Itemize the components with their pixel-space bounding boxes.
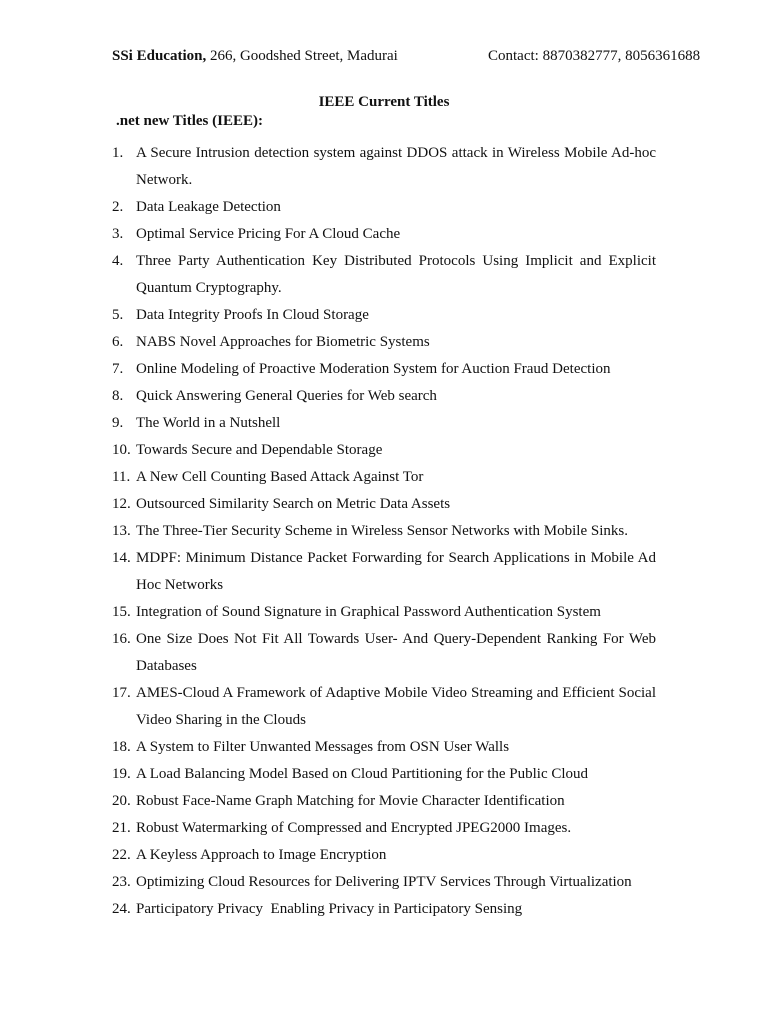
list-item-number: 12. xyxy=(112,496,131,512)
list-item xyxy=(112,491,656,518)
list-item-title: Integration of Sound Signature in Graphical Password Authentication System xyxy=(136,604,601,620)
list-item xyxy=(112,599,656,626)
list-item-title: A New Cell Counting Based Attack Against Tor xyxy=(136,469,424,485)
list-item-title: MDPF: Minimum Distance Packet Forwarding for Search Applications in Mobile Ad Hoc Networks xyxy=(136,550,660,593)
list-item xyxy=(112,356,656,383)
list-item-number: 18. xyxy=(112,739,131,755)
list-item-title: The Three-Tier Security Scheme in Wireless Sensor Networks with Mobile Sinks. xyxy=(136,523,628,539)
list-item-number: 21. xyxy=(112,820,131,836)
list-item xyxy=(112,140,660,194)
list-item-number: 23. xyxy=(112,874,131,890)
list-item-number: 17. xyxy=(112,685,131,701)
section-heading: .net new Titles (IEEE): xyxy=(116,113,263,129)
list-item-title: Online Modeling of Proactive Moderation System for Auction Fraud Detection xyxy=(136,361,611,377)
list-item-number: 14. xyxy=(112,550,131,566)
list-item-number: 15. xyxy=(112,604,131,620)
list-item-title: A Keyless Approach to Image Encryption xyxy=(136,847,387,863)
document-title: IEEE Current Titles xyxy=(318,94,450,110)
list-item xyxy=(112,545,660,599)
list-item xyxy=(112,869,656,896)
list-item-number: 6. xyxy=(112,334,124,350)
organization-name: SSi Education, xyxy=(112,48,207,64)
list-item-title: Optimizing Cloud Resources for Delivering IPTV Services Through Virtualization xyxy=(136,874,632,890)
list-item xyxy=(112,518,656,545)
list-item xyxy=(112,680,660,734)
organization-address: 266, Goodshed Street, Madurai xyxy=(206,48,398,64)
list-item xyxy=(112,329,656,356)
list-item-title: One Size Does Not Fit All Towards User- And Query-Dependent Ranking For Web Databases xyxy=(136,631,660,674)
list-item xyxy=(112,383,656,410)
list-item-number: 20. xyxy=(112,793,131,809)
list-item-number: 8. xyxy=(112,388,124,404)
list-item xyxy=(112,464,656,491)
list-item-number: 10. xyxy=(112,442,131,458)
list-item-title: Data Leakage Detection xyxy=(136,199,281,215)
list-item xyxy=(112,248,660,302)
list-item xyxy=(112,842,656,869)
list-item-number: 4. xyxy=(112,253,124,269)
list-item xyxy=(112,761,656,788)
list-item-title: Participatory Privacy Enabling Privacy in Participatory Sensing xyxy=(136,901,523,917)
list-item-number: 3. xyxy=(112,226,124,242)
list-item-number: 9. xyxy=(112,415,124,431)
list-item-number: 11. xyxy=(112,469,131,485)
list-item-title: Robust Watermarking of Compressed and Encrypted JPEG2000 Images. xyxy=(136,820,572,836)
list-item xyxy=(112,896,656,923)
list-item-number: 7. xyxy=(112,361,124,377)
list-item-number: 1. xyxy=(112,145,124,161)
list-item-title: Outsourced Similarity Search on Metric Data Assets xyxy=(136,496,451,512)
list-item-title: The World in a Nutshell xyxy=(136,415,281,431)
list-item-title: Robust Face-Name Graph Matching for Movie Character Identification xyxy=(136,793,565,809)
list-item xyxy=(112,788,656,815)
list-item-number: 16. xyxy=(112,631,131,647)
list-item-number: 22. xyxy=(112,847,131,863)
list-item-title: NABS Novel Approaches for Biometric Systems xyxy=(136,334,430,350)
list-item-title: AMES-Cloud A Framework of Adaptive Mobile Video Streaming and Efficient Social Video Sharing in the Clouds xyxy=(136,685,660,728)
list-item xyxy=(112,626,660,680)
list-item xyxy=(112,221,656,248)
header-contact: Contact: 8870382777, 8056361688 xyxy=(488,48,701,64)
list-item-number: 24. xyxy=(112,901,131,917)
header-address xyxy=(112,45,398,67)
list-item-number: 19. xyxy=(112,766,131,782)
titles-list xyxy=(112,140,660,923)
list-item-number: 5. xyxy=(112,307,124,323)
list-item-title: Quick Answering General Queries for Web search xyxy=(136,388,437,404)
list-item-title: A System to Filter Unwanted Messages from OSN User Walls xyxy=(136,739,510,755)
list-item-number: 2. xyxy=(112,199,124,215)
list-item xyxy=(112,410,656,437)
page-header xyxy=(112,45,702,67)
list-item xyxy=(112,437,656,464)
list-item xyxy=(112,734,656,761)
list-item-title: Towards Secure and Dependable Storage xyxy=(136,442,383,458)
list-item xyxy=(112,302,656,329)
list-item xyxy=(112,194,656,221)
list-item-title: A Load Balancing Model Based on Cloud Partitioning for the Public Cloud xyxy=(136,766,589,782)
list-item-title: Three Party Authentication Key Distributed Protocols Using Implicit and Explicit Quantum Cryptography. xyxy=(136,253,660,296)
list-item-title: A Secure Intrusion detection system against DDOS attack in Wireless Mobile Ad-hoc Network. xyxy=(136,145,660,188)
list-item-title: Data Integrity Proofs In Cloud Storage xyxy=(136,307,369,323)
list-item xyxy=(112,815,656,842)
list-item-title: Optimal Service Pricing For A Cloud Cache xyxy=(136,226,401,242)
list-item-number: 13. xyxy=(112,523,131,539)
